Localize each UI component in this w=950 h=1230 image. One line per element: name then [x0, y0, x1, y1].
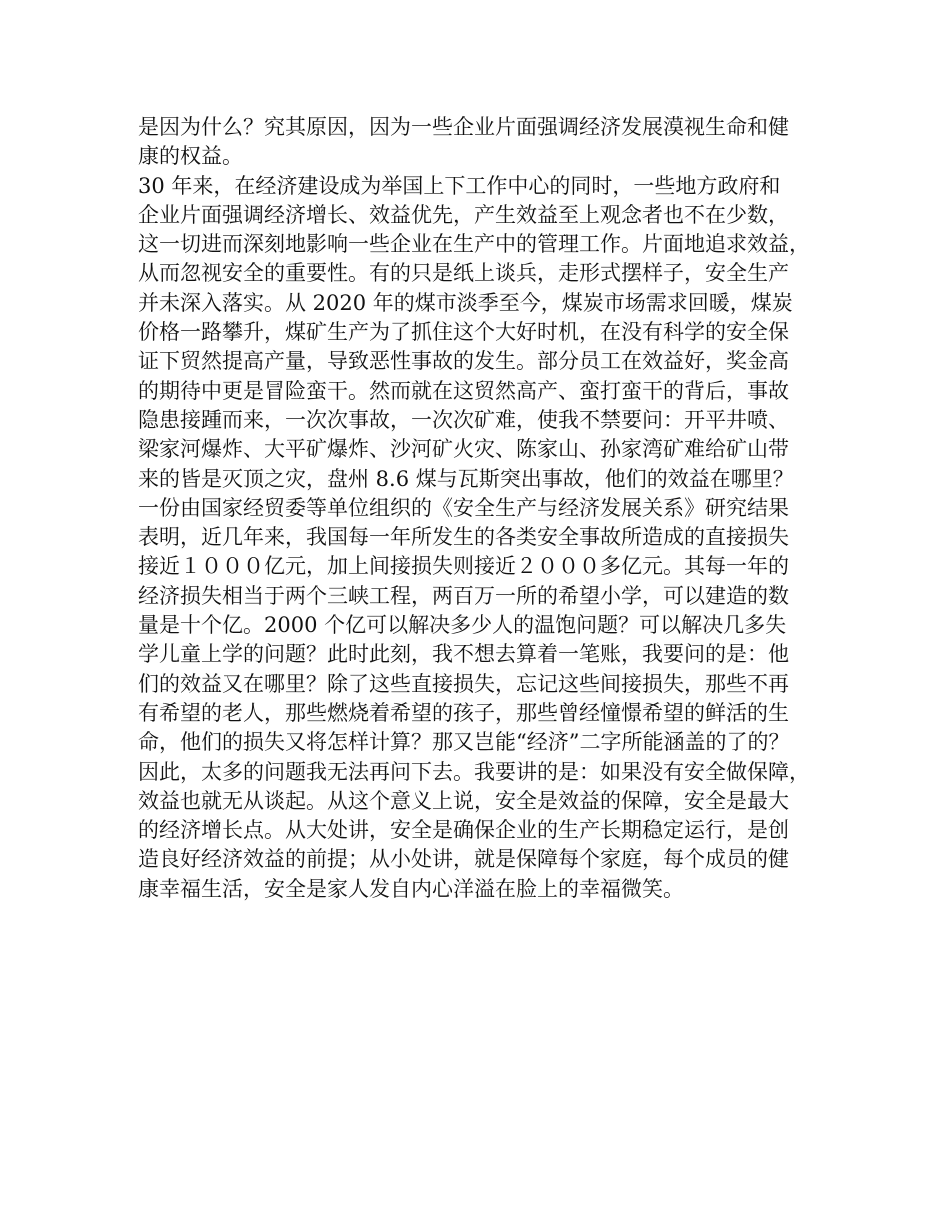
text-line: 康的权益。: [138, 144, 243, 169]
text-line: 这一切进而深刻地影响一些企业在生产中的管理工作。片面地追求效益，: [138, 232, 810, 257]
text-line: 康幸福生活，安全是家人发自内心洋溢在脸上的幸福微笑。: [138, 876, 684, 901]
text-line: 学儿童上学的问题？此时此刻，我不想去算着一笔账，我要问的是：他: [138, 642, 789, 667]
text-line: 隐患接踵而来，一次次事故，一次次矿难，使我不禁要问：开平井喷、: [138, 407, 789, 432]
text-line: 的期待中更是冒险蛮干。然而就在这贸然高产、蛮打蛮干的背后，事故: [138, 378, 789, 403]
text-line: 们的效益又在哪里？除了这些直接损失，忘记这些间接损失，那些不再: [138, 671, 789, 696]
text-line: 从而忽视安全的重要性。有的只是纸上谈兵，走形式摆样子，安全生产: [138, 261, 789, 286]
text-line: 表明，近几年来，我国每一年所发生的各类安全事故所造成的直接损失: [138, 525, 789, 550]
text-line: 量是十个亿。2000 个亿可以解决多少人的温饱问题？可以解决几多失: [138, 613, 787, 638]
text-line: 一份由国家经贸委等单位组织的《安全生产与经济发展关系》研究结果: [138, 495, 789, 520]
text-line: 来的皆是灭顶之灾，盘州 8.6 煤与瓦斯突出事故，他们的效益在哪里？: [138, 466, 794, 491]
body-text: [138, 113, 838, 904]
text-line: 造良好经济效益的前提；从小处讲，就是保障每个家庭，每个成员的健: [138, 847, 789, 872]
text-line: 是因为什么？究其原因，因为一些企业片面强调经济发展漠视生命和健: [138, 115, 789, 139]
text-line: 价格一路攀升，煤矿生产为了抓住这个大好时机，在没有科学的安全保: [138, 320, 789, 345]
text-line: 命，他们的损失又将怎样计算？那又岂能“经济”二字所能涵盖的了的？: [138, 730, 790, 755]
text-line: 效益也就无从谈起。从这个意义上说，安全是效益的保障，安全是最大: [138, 788, 789, 813]
text-line: 并未深入落实。从 2020 年的煤市淡季至今，煤炭市场需求回暖，煤炭: [138, 290, 793, 315]
text-line: 因此，太多的问题我无法再问下去。我要讲的是：如果没有安全做保障，: [138, 759, 810, 784]
text-line: 证下贸然提高产量，导致恶性事故的发生。部分员工在效益好，奖金高: [138, 349, 789, 374]
text-line: 有希望的老人，那些燃烧着希望的孩子，那些曾经憧憬希望的鲜活的生: [138, 700, 789, 725]
text-line: 企业片面强调经济增长、效益优先，产生效益至上观念者也不在少数，: [138, 202, 789, 227]
text-line: 经济损失相当于两个三峡工程，两百万一所的希望小学，可以建造的数: [138, 583, 789, 608]
text-line: 梁家河爆炸、大平矿爆炸、沙河矿火灾、陈家山、孙家湾矿难给矿山带: [138, 437, 789, 462]
text-line: 的经济增长点。从大处讲，安全是确保企业的生产长期稳定运行，是创: [138, 818, 789, 843]
text-line: 接近１０００亿元，加上间接损失则接近２０００多亿元。其每一年的: [138, 554, 789, 579]
text-line: 30 年来，在经济建设成为举国上下工作中心的同时，一些地方政府和: [138, 173, 781, 198]
